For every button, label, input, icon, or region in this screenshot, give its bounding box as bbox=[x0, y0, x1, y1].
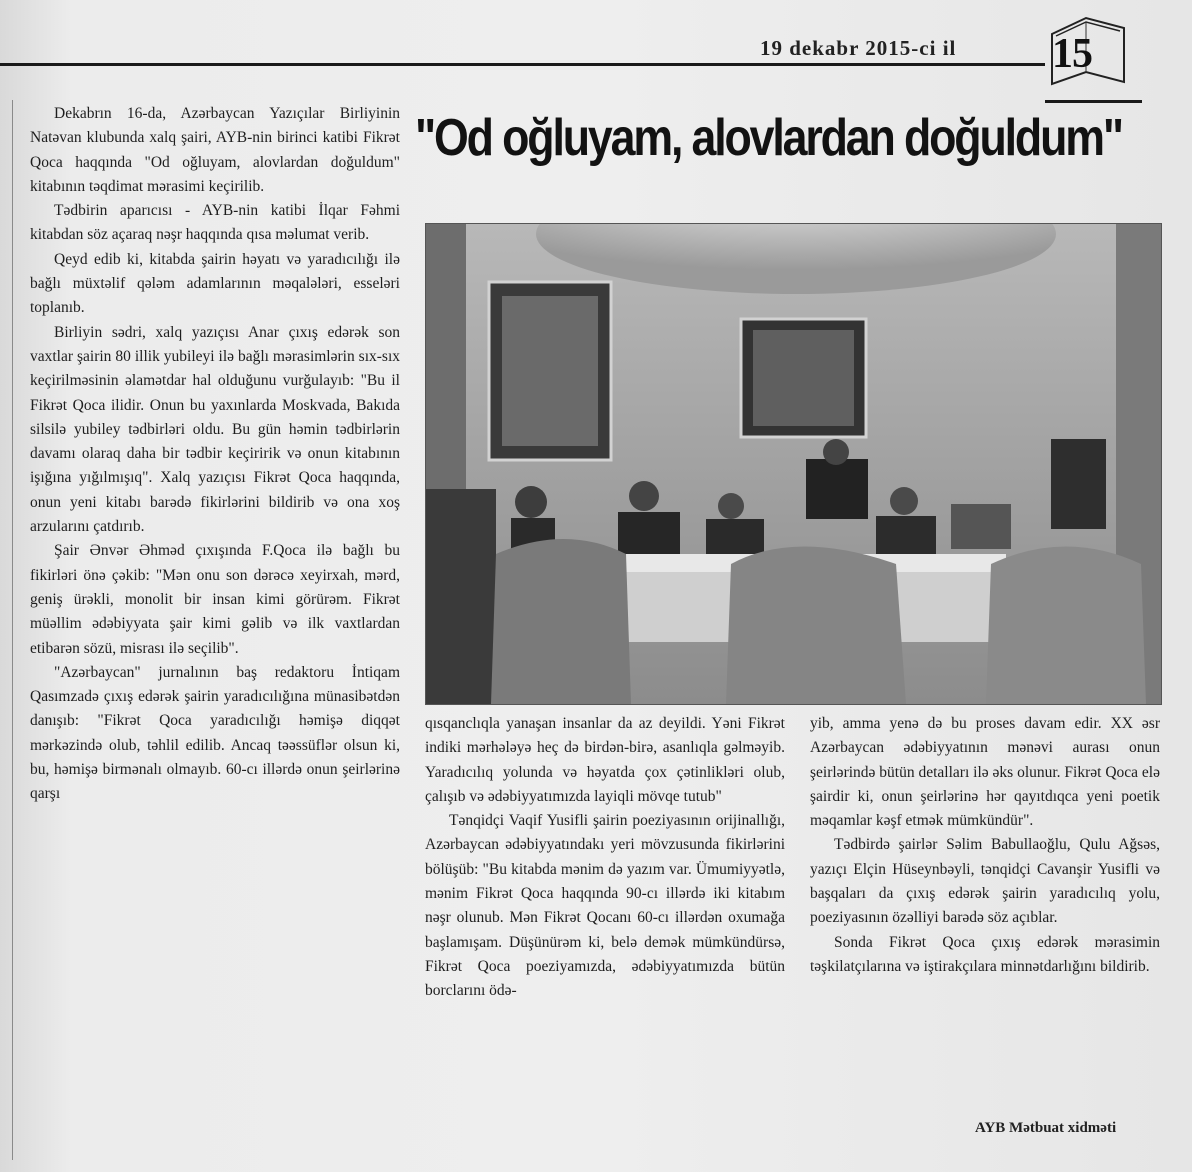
previous-column-edge bbox=[0, 100, 13, 1160]
paragraph: Tənqidçi Vaqif Yusifli şairin poeziyasının orijinallığı, Azərbaycan ədəbiyyatındakı yeri mövzusunda fikirlərini bölüşüb: "Bu kitabda mənim də yazım var. Ümumiyyətlə, mənim Fikrət Qoca haqqında 90-cı illərdə iki kitabım nəşr olunub. Mən Fikrət Qocanı 60-cı illərdən oxumağa başlamışam. Düşünürəm ki, belə demək mümkündürsə, Fikrət Qoca poeziyamızda, ədəbiyyatımızda bütün borclarını ödə- bbox=[425, 812, 785, 1000]
event-photo bbox=[425, 223, 1162, 705]
paragraph: Tədbirdə şairlər Səlim Babullaoğlu, Qulu Ağsəs, yazıçı Elçin Hüseynbəyli, tənqidçi Cavanşir Yusifli və başqaları da çıxış edərək şairin yaradıcılıq yolu, poeziyasının özəlliyi barədə söz açıblar. bbox=[810, 836, 1160, 927]
header-rule bbox=[0, 63, 1045, 66]
issue-date: 19 dekabr 2015-ci il bbox=[760, 36, 957, 60]
article-byline: AYB Mətbuat xidməti bbox=[975, 1120, 1117, 1136]
paragraph: yib, amma yenə də bu proses davam edir. XX əsr Azərbaycan ədəbiyyatının mənəvi aurası onun şeirlərində bütün detalları ilə əks olunur. Fikrət Qoca elə şairdir ki, onun şeirlərinə hər qayıtdıqca yeni poetik məqamlar kəşf etmək mümkündür". bbox=[810, 715, 1160, 830]
page-number: 15 bbox=[1052, 31, 1092, 77]
paragraph: Birliyin sədri, xalq yazıçısı Anar çıxış edərək son vaxtlar şairin 80 illik yubileyi ilə bağlı mərasimlərin sıx-sıx keçirilməsinin əlamətdar hal olduğunu vurğulayıb: "Bu il Fikrət Qoca ilidir. Onun bu yaxınlarda Moskvada, Bakıda silsilə yubiley tədbirləri oldu. Bu gün həmin tədbirlərin davamı olaraq daha bir tədbir keçiririk və onun kitabının işığına yığılmışıq". Xalq yazıçısı Fikrət Qoca haqqında, onun yeni kitabı barədə fikirlərini bildirib və ona xoş arzularını çatdırıb. bbox=[30, 323, 400, 536]
paragraph: Tədbirin aparıcısı - AYB-nin katibi İlqar Fəhmi kitabdan söz açaraq nəşr haqqında qısa məlumat verib. bbox=[30, 202, 400, 244]
paragraph: qısqanclıqla yanaşan insanlar da az deyildi. Yəni Fikrət indiki mərhələyə heç də birdən-birə, asanlıqla gəlməyib. Yaradıcılıq yolunda və həyatda çox çətinlikləri olub, çalışıb və ədəbiyyatımızda layiqli mövqe tutub" bbox=[425, 715, 785, 805]
article-column-2 bbox=[425, 712, 785, 1004]
paragraph: Qeyd edib ki, kitabda şairin həyatı və yaradıcılığı ilə bağlı müxtəlif qələm adamlarının məqalələri, esseləri toplanıb. bbox=[30, 250, 400, 317]
paragraph: Sonda Fikrət Qoca çıxış edərək mərasimin təşkilatçılarına və iştirakçılara minnətdarlığını bildirib. bbox=[810, 933, 1160, 975]
header-rule-right bbox=[1045, 100, 1142, 103]
paragraph: Dekabrın 16-da, Azərbaycan Yazıçılar Birliyinin Natəvan klubunda xalq şairi, AYB-nin birinci katibi Fikrət Qoca haqqında "Od oğluyam, alovlardan doğuldum" kitabının təqdimat mərasimi keçirilib. bbox=[30, 105, 400, 195]
article-column-1 bbox=[30, 102, 400, 807]
article-headline: "Od oğluyam, alovlardan doğuldum" bbox=[415, 109, 1122, 167]
article-column-3 bbox=[810, 712, 1160, 979]
paragraph: "Azərbaycan" jurnalının baş redaktoru İntiqam Qasımzadə çıxış edərək şairin yaradıcılığına münasibətdən danışıb: "Fikrət Qoca yaradıcılığı həmişə diqqət mərkəzində olub, təhlil edilib. Ancaq təəssüflər olsun ki, bu, həmişə birmənalı olmayıb. 60-cı illərdə onun şeirlərinə qarşı bbox=[30, 663, 400, 803]
paragraph: Şair Ənvər Əhməd çıxışında F.Qoca ilə bağlı bu fikirləri önə çəkib: "Mən onu son dərəcə xeyirxah, mərd, geniş ürəkli, monolit bir insan kimi görürəm. Fikrət müəllim ədəbiyyata şair kimi gəlib və ilk vaxtlardan etibarən sözü, misrası ilə seçilib". bbox=[30, 542, 400, 657]
